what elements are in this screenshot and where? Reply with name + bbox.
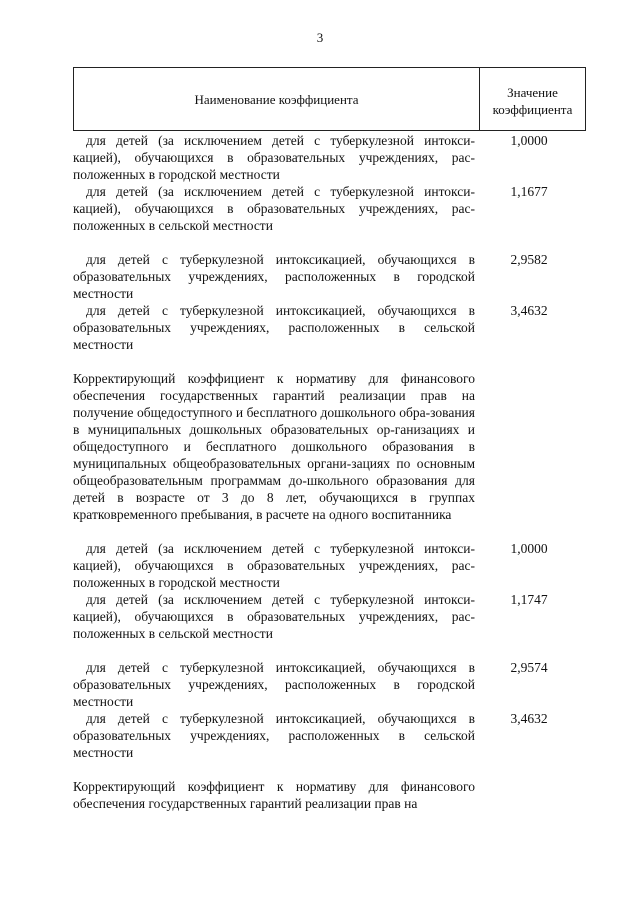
row-text: для детей с туберкулезной интоксикацией, обучающихся в образовательных учреждениях, расположенных в сельской местности <box>73 711 475 760</box>
table-row <box>73 251 586 302</box>
table-body <box>73 130 586 812</box>
table-row <box>73 370 586 523</box>
column-header-name: Наименование коэффициента <box>194 92 359 107</box>
column-header-value-line2: коэффициента <box>492 102 573 117</box>
table-header <box>73 67 586 131</box>
row-value: 1,0000 <box>510 133 548 148</box>
page-number: 3 <box>316 30 324 45</box>
row-text: для детей с туберкулезной интоксикацией, обучающихся в образовательных учреждениях, расположенных в городской местности <box>73 252 475 301</box>
table-row <box>73 132 586 183</box>
row-heading-text: Корректирующий коэффициент к нормативу для финансового обеспечения государственных гарантий реализации прав на получение общедоступного и бесплатного дошкольного обра-зования в муниципальных дошкольных образовательных ор-ганизациях и общедоступного и бесплатного дошкольного образования в муниципальных общеобразовательных органи-зациях по основным общеобразовательным программам до-школьного образования для детей в возрасте от 3 до 8 лет, обучающихся в группах кратковременного пребывания, в расчете на одного воспитанника <box>73 371 475 522</box>
row-text: для детей с туберкулезной интоксикацией, обучающихся в образовательных учреждениях, расположенных в городской местности <box>73 660 475 709</box>
table-row <box>73 659 586 710</box>
row-value: 3,4632 <box>510 303 548 318</box>
row-heading-text: Корректирующий коэффициент к нормативу для финансового обеспечения государственных гарантий реализации прав на <box>73 779 475 811</box>
column-header-value-line1: Значение <box>507 85 558 100</box>
table-row <box>73 540 586 591</box>
row-value: 2,9582 <box>510 252 548 267</box>
row-text: для детей (за исключением детей с туберкулезной интокси-кацией), обучающихся в образовательных учреждениях, рас-положенных в городской местности <box>73 541 475 590</box>
row-value: 1,0000 <box>510 541 548 556</box>
column-header-value <box>480 84 585 118</box>
row-text: для детей с туберкулезной интоксикацией, обучающихся в образовательных учреждениях, расположенных в сельской местности <box>73 303 475 352</box>
table-row <box>73 778 586 812</box>
row-text: для детей (за исключением детей с туберкулезной интокси-кацией), обучающихся в образовательных учреждениях, рас-положенных в городской местности <box>73 133 475 182</box>
coefficient-table <box>73 67 586 131</box>
row-value: 1,1747 <box>510 592 548 607</box>
table-row <box>73 183 586 234</box>
row-value: 3,4632 <box>510 711 548 726</box>
row-text: для детей (за исключением детей с туберкулезной интокси-кацией), обучающихся в образовательных учреждениях, рас-положенных в сельской местности <box>73 184 475 233</box>
table-row <box>73 710 586 761</box>
table-row <box>73 591 586 642</box>
row-value: 2,9574 <box>510 660 548 675</box>
row-text: для детей (за исключением детей с туберкулезной интокси-кацией), обучающихся в образовательных учреждениях, рас-положенных в сельской местности <box>73 592 475 641</box>
table-row <box>73 302 586 353</box>
row-value: 1,1677 <box>510 184 548 199</box>
